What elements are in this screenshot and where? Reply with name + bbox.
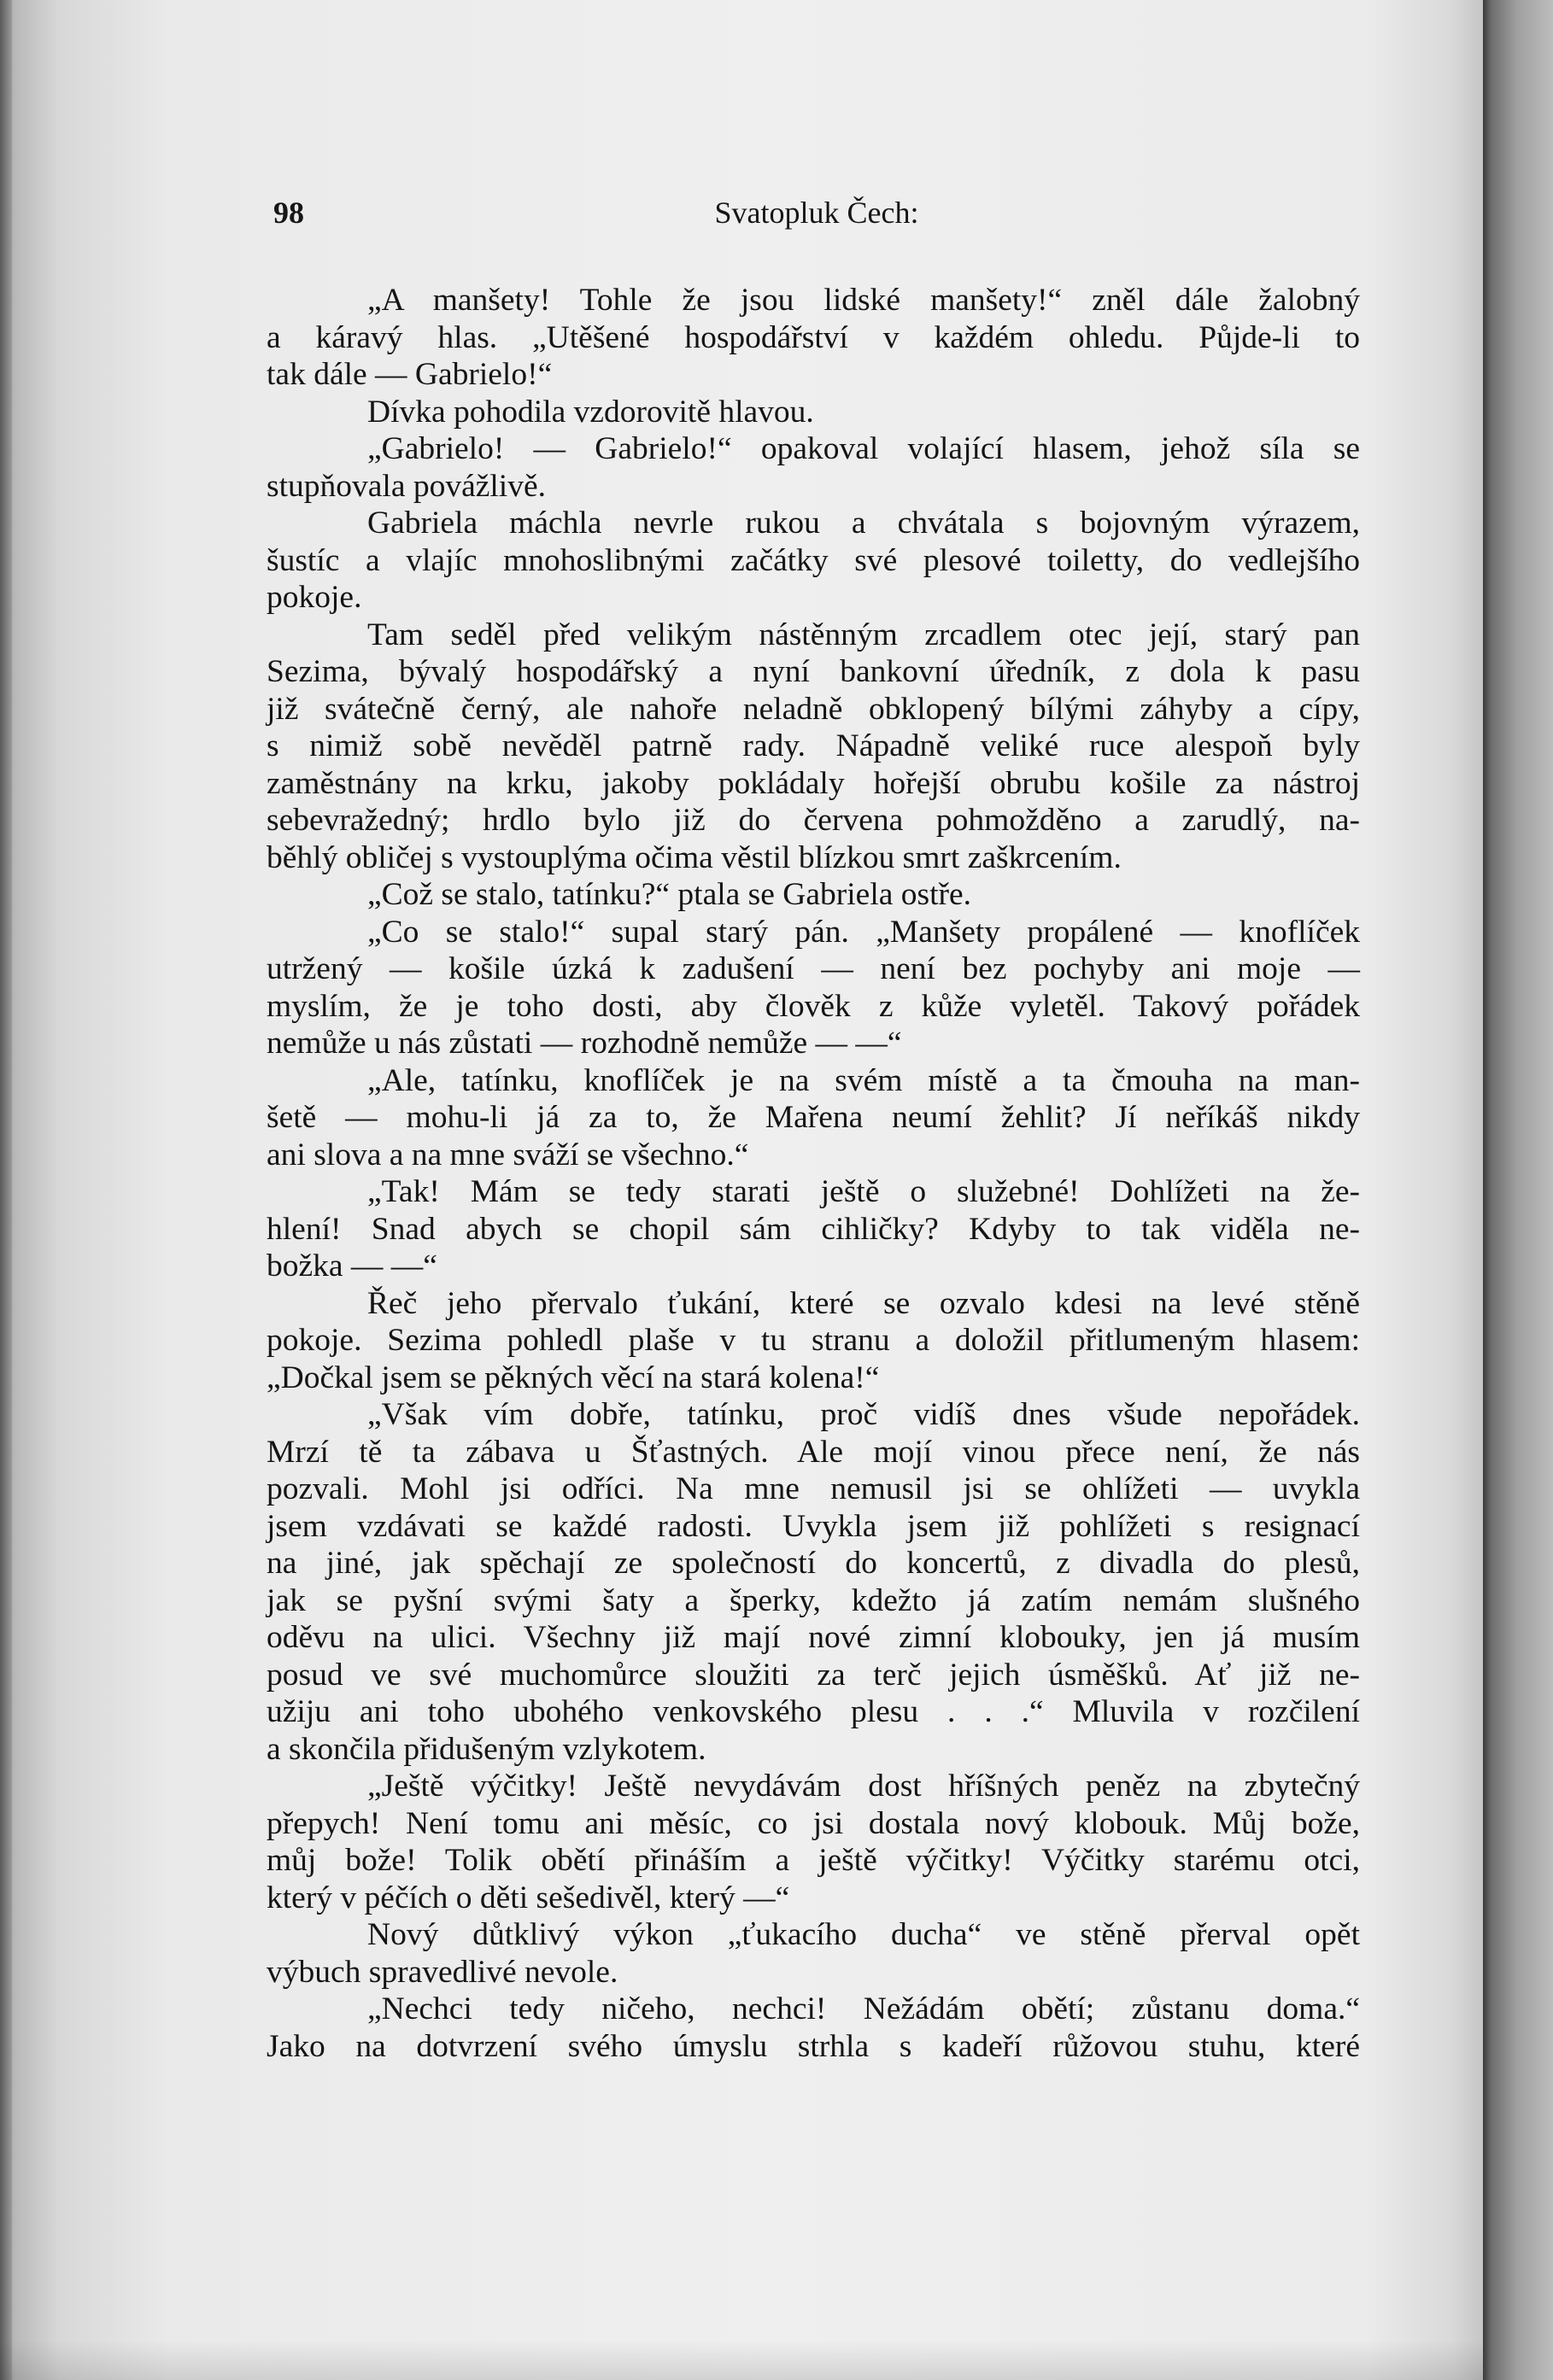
text-line: Tam seděl před velikým nástěnným zrcadlem otec její, starý pan xyxy=(367,617,1360,652)
page-left-edge xyxy=(0,0,12,2380)
text-line: pokoje. xyxy=(267,580,362,615)
text-line: šustíc a vlajíc mnohoslibnými začátky své plesové toiletty, do vedlejšího xyxy=(267,542,1360,578)
text-line: šetě — mohu-li já za to, že Mařena neumí žehlit? Jí neříkáš nikdy xyxy=(267,1100,1360,1135)
text-line: „Dočkal jsem se pěkných věcí na stará kolena!“ xyxy=(267,1360,880,1395)
text-line: jsem vzdávati se každé radosti. Uvykla jsem již pohlížeti s resignací xyxy=(267,1508,1360,1544)
text-line: s nimiž sobě nevěděl patrně rady. Nápadně veliké ruce alespoň byly xyxy=(267,728,1360,763)
text-line: již svátečně černý, ale nahoře neladně obklopený bílými záhyby a cípy, xyxy=(267,691,1360,727)
text-line: na jiné, jak spěchají ze společností do koncertů, z divadla do plesů, xyxy=(267,1546,1360,1581)
text-line: můj bože! Tolik obětí přináším a ještě výčitky! Výčitky starému otci, xyxy=(267,1843,1360,1878)
text-line: „Nechci tedy ničeho, nechci! Nežádám obětí; zůstanu doma.“ xyxy=(367,1991,1360,2026)
text-line: božka — —“ xyxy=(267,1248,437,1284)
text-line: „Co se stalo!“ supal starý pán. „Manšety propálené — knoflíček xyxy=(367,914,1360,950)
text-line: Řeč jeho přervalo ťukání, které se ozvalo kdesi na levé stěně xyxy=(367,1285,1360,1321)
text-line: užiju ani toho ubohého venkovského plesu . . .“ Mluvila v rozčilení xyxy=(267,1694,1360,1729)
text-line: jak se pyšní svými šaty a šperky, kdežto já zatím nemám slušného xyxy=(267,1582,1360,1618)
page-bottom-shadow xyxy=(0,2340,1483,2380)
text-line: „Gabrielo! — Gabrielo!“ opakoval volající hlasem, jehož síla se xyxy=(367,431,1360,466)
text-line: nemůže u nás zůstati — rozhodně nemůže — —“ xyxy=(267,1026,902,1061)
text-line: stupňovala povážlivě. xyxy=(267,468,546,504)
text-line: oděvu na ulici. Všechny již mají nové zimní klobouky, jen já musím xyxy=(267,1620,1360,1655)
text-line: „A manšety! Tohle že jsou lidské manšety!“ zněl dále žalobný xyxy=(367,283,1360,318)
text-line: sebevražedný; hrdlo bylo již do červena pohmožděno a zarudlý, na- xyxy=(267,803,1360,838)
text-line: Jako na dotvrzení svého úmyslu strhla s kadeří růžovou stuhu, které xyxy=(267,2028,1360,2064)
page-number: 98 xyxy=(273,196,304,230)
text-line: a káravý hlas. „Utěšené hospodářství v každém ohledu. Půjde-li to xyxy=(267,319,1360,355)
text-line: tak dále — Gabrielo!“ xyxy=(267,357,553,392)
text-line: „Ještě výčitky! Ještě nevydávám dost hříšných peněz na zbytečný xyxy=(367,1769,1360,1804)
text-line: myslím, že je toho dosti, aby člověk z kůže vyletěl. Takový pořádek xyxy=(267,988,1360,1024)
page-header xyxy=(273,195,1360,243)
running-head: Svatopluk Čech: xyxy=(714,196,919,230)
text-line: Mrzí tě ta zábava u Šťastných. Ale mojí vinou přece není, že nás xyxy=(267,1434,1360,1470)
text-line: zaměstnány na krku, jakoby pokládaly hořejší obrubu košile za nástroj xyxy=(267,765,1360,801)
body-text xyxy=(267,282,1360,2065)
text-line: posud ve své muchomůrce sloužiti za terč jejich úsměšků. Ať již ne- xyxy=(267,1657,1360,1693)
text-line: Nový důtklivý výkon „ťukacího ducha“ ve stěně přerval opět xyxy=(367,1917,1360,1952)
book-spine-shadow xyxy=(1483,0,1553,2380)
text-line: utržený — košile úzká k zadušení — není bez pochyby ani moje — xyxy=(267,951,1360,986)
text-line: a skončila přidušeným vzlykotem. xyxy=(267,1731,706,1767)
text-line: běhlý obličej s vystouplýma očima věstil blízkou smrt zaškrcením. xyxy=(267,839,1122,875)
text-line: Gabriela máchla nevrle rukou a chvátala s bojovným výrazem, xyxy=(367,506,1360,541)
text-line: pokoje. Sezima pohledl plaše v tu stranu a doložil přitlumeným hlasem: xyxy=(267,1323,1360,1358)
text-line: pozvali. Mohl jsi odříci. Na mne nemusil jsi se ohlížeti — uvykla xyxy=(267,1471,1360,1506)
text-line: Sezima, bývalý hospodářský a nyní bankovní úředník, z dola k pasu xyxy=(267,654,1360,689)
text-line: „Však vím dobře, tatínku, proč vidíš dnes všude nepořádek. xyxy=(367,1397,1360,1432)
text-line: „Což se stalo, tatínku?“ ptala se Gabriela ostře. xyxy=(367,877,972,912)
text-line: „Tak! Mám se tedy starati ještě o služebné! Dohlížeti na že- xyxy=(367,1174,1360,1209)
text-line: který v péčích o děti sešedivěl, který —“ xyxy=(267,1880,790,1915)
text-line: Dívka pohodila vzdorovitě hlavou. xyxy=(367,394,814,430)
text-line: ani slova a na mne sváží se všechno.“ xyxy=(267,1137,749,1172)
text-line: „Ale, tatínku, knoflíček je na svém místě a ta čmouha na man- xyxy=(367,1062,1360,1098)
text-line: hlení! Snad abych se chopil sám cihličky? Kdyby to tak viděla ne- xyxy=(267,1211,1360,1247)
text-line: výbuch spravedlivé nevole. xyxy=(267,1954,618,1990)
text-line: přepych! Není tomu ani měsíc, co jsi dostala nový klobouk. Můj bože, xyxy=(267,1805,1360,1841)
